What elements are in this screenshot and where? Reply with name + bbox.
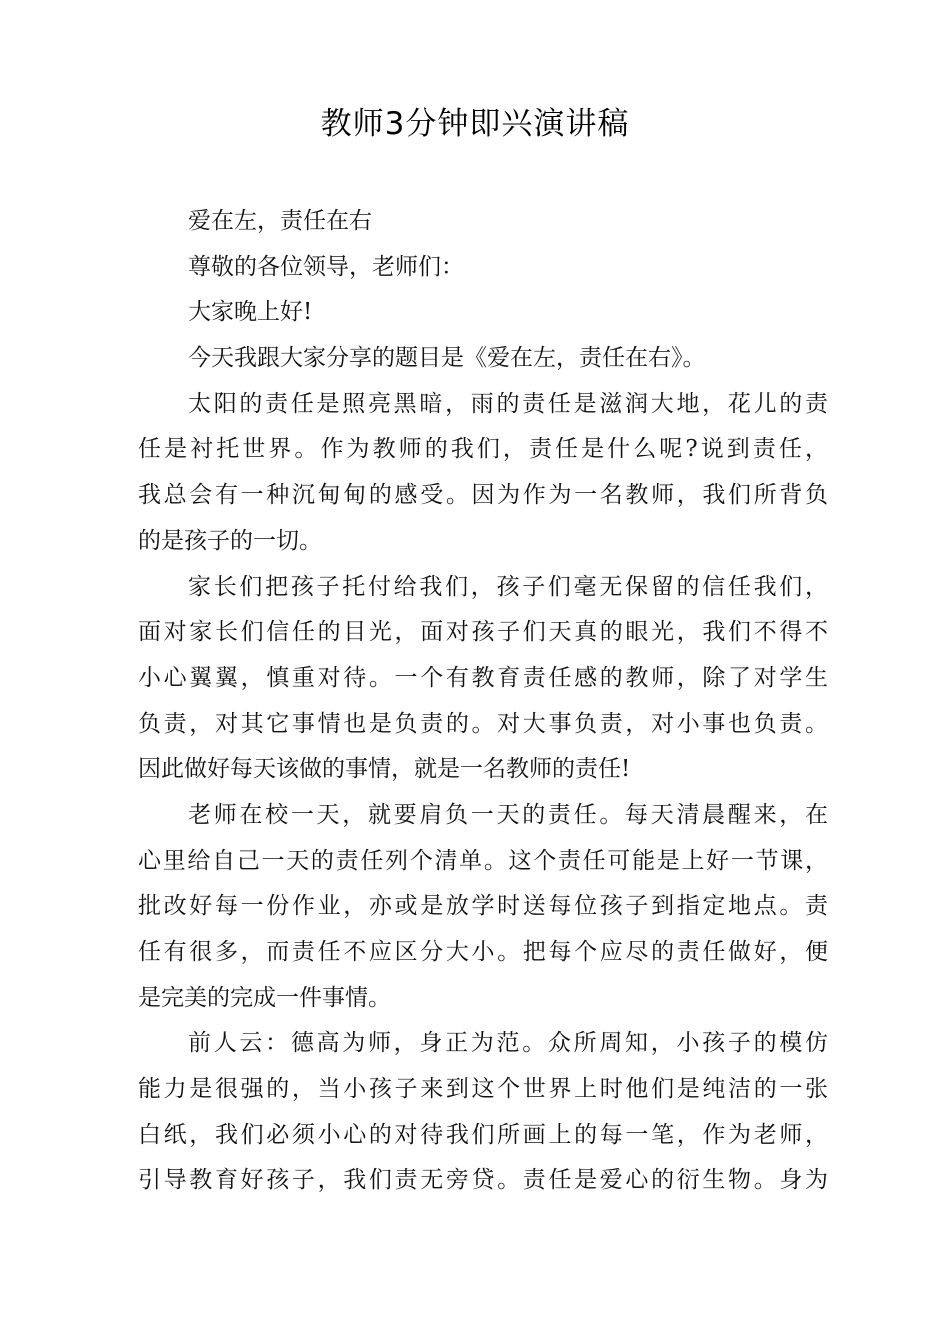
paragraph-line: 心里给自己一天的责任列个清单。这个责任可能是上好一节课，	[138, 847, 828, 874]
paragraph-line: 家长们把孩子托付给我们，孩子们毫无保留的信任我们，	[188, 573, 828, 600]
paragraph-line: 面对家长们信任的目光，面对孩子们天真的眼光，我们不得不	[138, 619, 828, 646]
paragraph-line: 因此做好每天该做的事情，就是一名教师的责任!	[138, 756, 631, 783]
paragraph-line: 太阳的责任是照亮黑暗，雨的责任是滋润大地，花儿的责	[188, 390, 828, 417]
paragraph-line: 是完美的完成一件事情。	[138, 984, 391, 1011]
paragraph-line: 今天我跟大家分享的题目是《爱在左，责任在右》。	[188, 345, 706, 372]
paragraph-line: 我总会有一种沉甸甸的感受。因为作为一名教师，我们所背负	[138, 482, 828, 509]
paragraph-line: 的是孩子的一切。	[138, 527, 322, 554]
document-body	[138, 199, 828, 1204]
paragraph-line: 任有很多，而责任不应区分大小。把每个应尽的责任做好，便	[138, 939, 828, 965]
paragraph-line: 能力是很强的，当小孩子来到这个世界上时他们是纯洁的一张	[138, 1076, 828, 1103]
paragraph-line: 批改好每一份作业，亦或是放学时送每位孩子到指定地点。责	[138, 893, 828, 920]
document-title: 教师3分钟即兴演讲稿	[320, 106, 630, 142]
paragraph-line: 负责，对其它事情也是负责的。对大事负责，对小事也负责。	[138, 710, 828, 737]
paragraph-line: 小心翼翼，慎重对待。一个有教育责任感的教师，除了对学生	[138, 664, 828, 691]
paragraph-line: 大家晚上好!	[188, 299, 313, 326]
paragraph-line: 白纸，我们必须小心的对待我们所画上的每一笔，作为老师，	[138, 1121, 828, 1148]
paragraph-line: 引导教育好孩子，我们责无旁贷。责任是爱心的衍生物。身为	[138, 1167, 828, 1194]
paragraph-line: 尊敬的各位领导，老师们：	[188, 253, 464, 280]
paragraph-line: 爱在左，责任在右	[188, 208, 372, 234]
paragraph-line: 任是衬托世界。作为教师的我们，责任是什么呢?说到责任，	[138, 436, 828, 463]
paragraph-line: 老师在校一天，就要肩负一天的责任。每天清晨醒来，在	[188, 801, 828, 828]
paragraph-line: 前人云：德高为师，身正为范。众所周知，小孩子的模仿	[188, 1030, 828, 1057]
